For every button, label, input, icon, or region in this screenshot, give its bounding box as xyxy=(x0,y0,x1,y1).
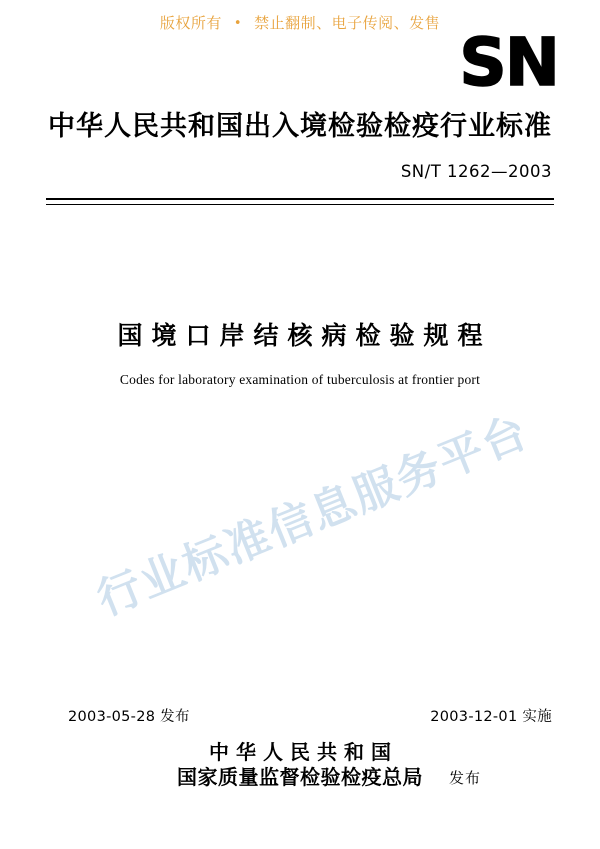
standard-number: SN/T 1262—2003 xyxy=(400,162,552,181)
issuing-organization-heading: 中华人民共和国出入境检验检疫行业标准 xyxy=(48,111,552,142)
page-title: 国境口岸结核病检验规程 xyxy=(117,321,492,350)
issuer-inner xyxy=(177,740,481,790)
issuer-line-1: 中华人民共和国 xyxy=(209,740,398,764)
watermark-text: 行业标准信息服务平台 xyxy=(90,406,536,626)
issuer-line-2: 国家质量监督检验检疫总局 xyxy=(177,765,423,789)
page-subtitle-english: Codes for laboratory examination of tuberculosis at frontier port xyxy=(119,372,481,387)
copyright-right-text: 禁止翻制、电子传阅、发售 xyxy=(254,14,441,32)
sn-logo: SN xyxy=(459,24,558,101)
effective-date: 2003-12-01 实施 xyxy=(430,709,552,725)
divider-thin xyxy=(46,204,554,205)
bullet-separator-icon: • xyxy=(233,16,243,31)
publish-label: 发布 xyxy=(448,769,481,787)
watermark xyxy=(50,406,550,690)
issuer-block xyxy=(0,740,600,790)
copyright-left-text: 版权所有 xyxy=(159,14,222,32)
divider-thick xyxy=(46,198,554,200)
issue-date: 2003-05-28 发布 xyxy=(68,709,190,725)
